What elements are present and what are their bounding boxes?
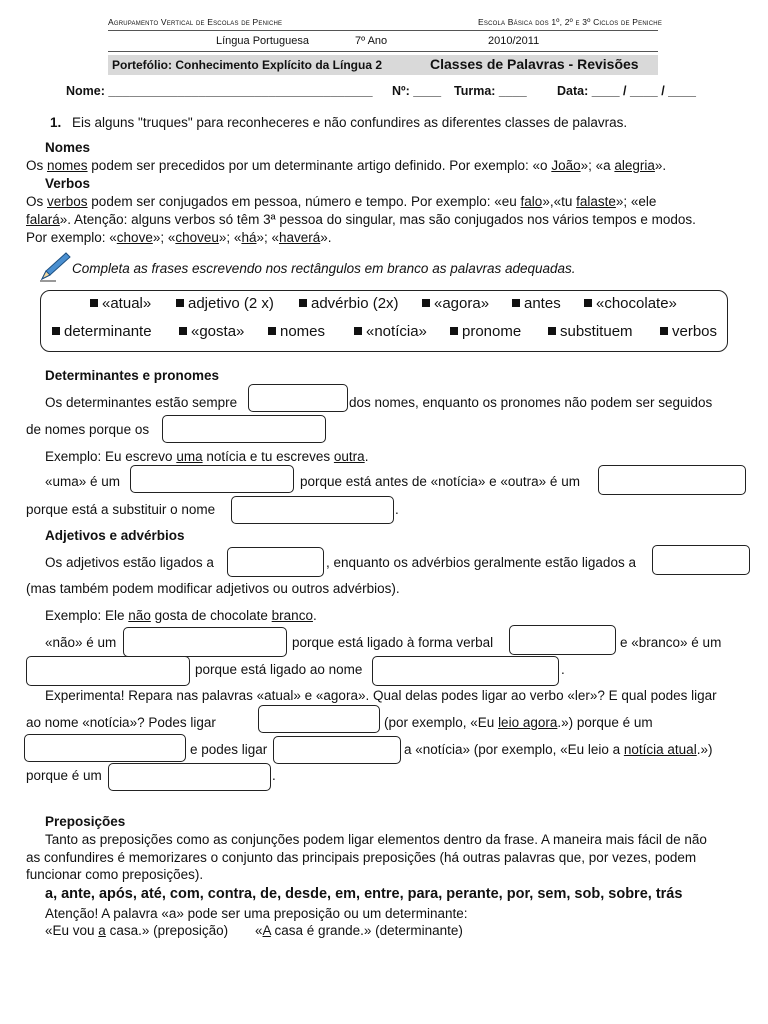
word-bank-item: determinante (52, 323, 152, 340)
word-bank-item: adjetivo (2 x) (176, 295, 274, 312)
prep-attention: Atenção! A palavra «a» pode ser uma preposição ou um determinante: (45, 906, 468, 921)
word-bank-item: advérbio (2x) (299, 295, 399, 312)
adj-exp-3b: a «notícia» (por exemplo, «Eu leio a notícia atual.») (404, 742, 713, 757)
det-line-5a: porque está a substituir o nome (26, 502, 216, 517)
adj-exp-2a: ao nome «notícia»? Podes ligar (26, 715, 216, 730)
subject-label: Língua Portuguesa (216, 35, 309, 47)
pencil-icon (38, 251, 72, 283)
adj-exp-4b: . (272, 768, 276, 783)
prep-title: Preposições (45, 814, 126, 829)
portfolio-title: Portefólio: Conhecimento Explícito da Língua 2 (112, 58, 383, 72)
answer-box[interactable] (123, 627, 287, 657)
answer-box[interactable] (162, 415, 326, 443)
answer-box[interactable] (248, 384, 348, 412)
adj-line-1a: Os adjetivos estão ligados a (45, 555, 214, 570)
question-number: 1. (50, 115, 62, 130)
adj-line-1b: , enquanto os advérbios geralmente estão ligados a (326, 555, 636, 570)
answer-box[interactable] (24, 734, 186, 762)
answer-box[interactable] (652, 545, 750, 575)
school-label: Escola Básica dos 1º, 2º e 3º Ciclos de Peniche (478, 17, 663, 27)
verbos-line-3: Por exemplo: «chove»; «choveu»; «há»; «haverá». (26, 230, 332, 245)
word-bank-item: «notícia» (354, 323, 427, 340)
topic-title: Classes de Palavras - Revisões (430, 56, 639, 72)
word-bank-item: pronome (450, 323, 521, 340)
answer-box[interactable] (26, 656, 190, 686)
name-field: Nome: ______________________________________ (66, 84, 373, 98)
word-bank-item: «gosta» (179, 323, 244, 340)
det-line-5b: . (395, 502, 399, 517)
det-line-4b: porque está antes de «notícia» e «outra» é um (300, 474, 580, 489)
det-example: Exemplo: Eu escrevo uma notícia e tu escreves outra. (45, 449, 369, 464)
header-rule-2 (108, 51, 658, 52)
prep-example-1: «Eu vou a casa.» (preposição) (45, 923, 229, 938)
header-rule (108, 30, 658, 31)
adj-line-5b: . (561, 662, 565, 677)
prep-list: a, ante, após, até, com, contra, de, desde, em, entre, para, perante, por, sem, sob, sobre, trás (45, 886, 683, 902)
adj-exp-4a: porque é um (26, 768, 102, 783)
prep-p3: funcionar como preposições). (26, 867, 204, 882)
answer-box[interactable] (258, 705, 380, 733)
prep-p2: as confundires é memorizares o conjunto das principais preposições (há outras palavras que, por vezes, podem (26, 850, 697, 865)
intro-text: Eis alguns "truques" para reconheceres e não confundires as diferentes classes de palavras. (72, 115, 628, 130)
det-line-1a: Os determinantes estão sempre (45, 395, 238, 410)
word-bank-item: «atual» (90, 295, 151, 312)
adj-line-5a: porque está ligado ao nome (195, 662, 363, 677)
word-bank-item: «agora» (422, 295, 489, 312)
school-group-label: Agrupamento Vertical de Escolas de Peniche (108, 17, 283, 27)
verbos-title: Verbos (45, 176, 91, 191)
adj-line-2: (mas também podem modificar adjetivos ou outros advérbios). (26, 581, 400, 596)
grade-label: 7º Ano (355, 35, 388, 47)
nomes-title: Nomes (45, 140, 91, 155)
prep-example-2: «A casa é grande.» (determinante) (255, 923, 463, 938)
word-bank-item: verbos (660, 323, 717, 340)
number-field: Nº: ____ (392, 84, 442, 98)
date-field: Data: ____ / ____ / ____ (557, 84, 696, 98)
adj-line-4a: «não» é um (45, 635, 117, 650)
word-bank-item: nomes (268, 323, 325, 340)
answer-box[interactable] (227, 547, 324, 577)
det-line-2: de nomes porque os (26, 422, 150, 437)
answer-box[interactable] (108, 763, 271, 791)
nomes-line: Os nomes podem ser precedidos por um determinante artigo definido. Por exemplo: «o João»; «a alegria». (26, 158, 667, 173)
answer-box[interactable] (509, 625, 616, 655)
word-bank-item: antes (512, 295, 561, 312)
year-label: 2010/2011 (488, 35, 540, 47)
answer-box[interactable] (372, 656, 559, 686)
answer-box[interactable] (273, 736, 401, 764)
det-line-4a: «uma» é um (45, 474, 121, 489)
adj-title: Adjetivos e advérbios (45, 528, 185, 543)
det-line-1b: dos nomes, enquanto os pronomes não podem ser seguidos (349, 395, 713, 410)
adj-exp-3a: e podes ligar (190, 742, 268, 757)
verbos-line-2: falará». Atenção: alguns verbos só têm 3ª pessoa do singular, mas são conjugados nos vários tempos e modos. (26, 212, 696, 227)
verbos-line-1: Os verbos podem ser conjugados em pessoa, número e tempo. Por exemplo: «eu falo»,«tu falaste»; «ele (26, 194, 657, 209)
adj-exp-1: Experimenta! Repara nas palavras «atual» e «agora». Qual delas podes ligar ao verbo «ler»? E qual podes ligar (45, 688, 717, 703)
instruction-text: Completa as frases escrevendo nos rectângulos em branco as palavras adequadas. (72, 261, 576, 276)
det-title: Determinantes e pronomes (45, 368, 220, 383)
word-bank-item: «chocolate» (584, 295, 677, 312)
adj-exp-2b: (por exemplo, «Eu leio agora.») porque é um (384, 715, 653, 730)
adj-example: Exemplo: Ele não gosta de chocolate branco. (45, 608, 317, 623)
class-field: Turma: ____ (454, 84, 527, 98)
answer-box[interactable] (598, 465, 746, 495)
answer-box[interactable] (130, 465, 294, 493)
answer-box[interactable] (231, 496, 394, 524)
word-bank-item: substituem (548, 323, 633, 340)
prep-p1: Tanto as preposições como as conjunções podem ligar elementos dentro da frase. A maneira mais fácil de não (45, 832, 707, 847)
adj-line-4b: porque está ligado à forma verbal (292, 635, 494, 650)
adj-line-4c: e «branco» é um (620, 635, 722, 650)
